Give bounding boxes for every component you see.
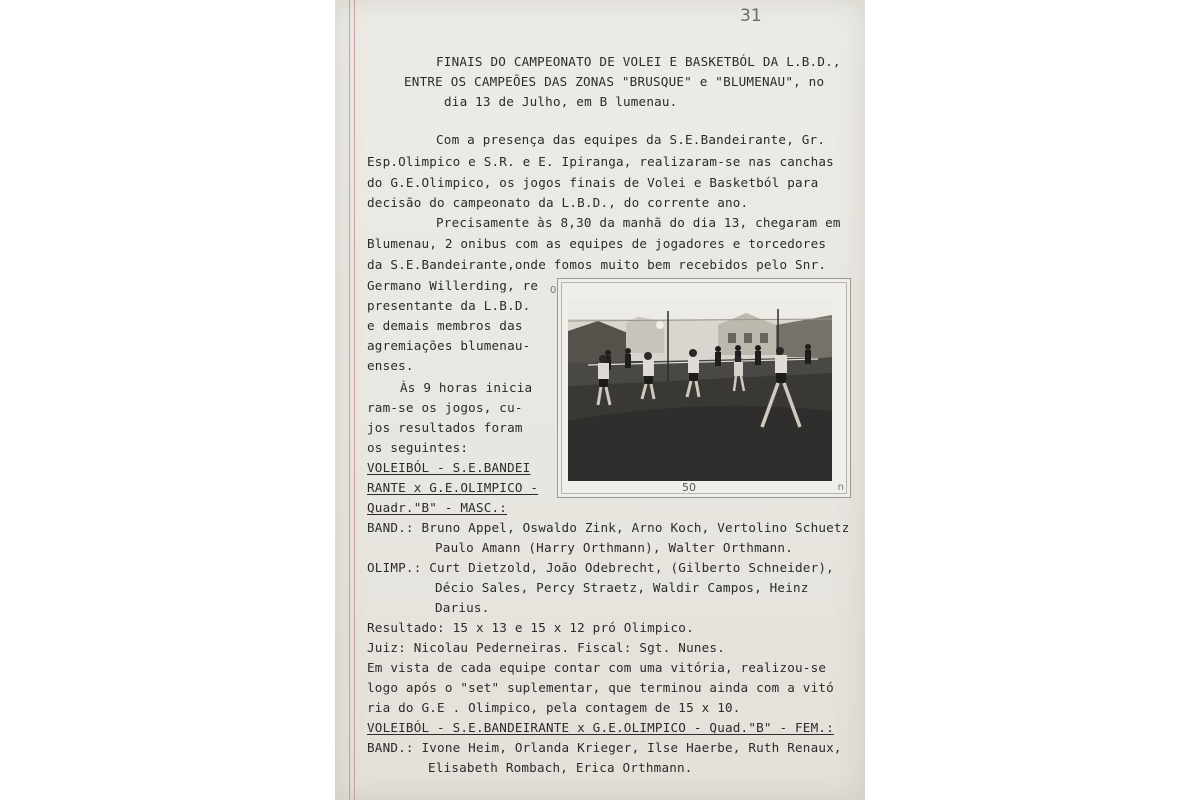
result-line: Elisabeth Rombach, Erica Orthmann. (428, 760, 693, 775)
section-heading: VOLEIBÓL - S.E.BANDEIRANTE x G.E.OLIMPICO - Quad."B" - FEM.: (367, 720, 834, 735)
photo-number: 50 (682, 481, 696, 494)
result-line: ria do G.E . Olimpico, pela contagem de 15 x 10. (367, 700, 741, 715)
section-heading: VOLEIBÓL - S.E.BANDEI (367, 460, 531, 475)
paragraph-line: os seguintes: (367, 440, 469, 455)
section-heading: Quadr."B" - MASC.: (367, 500, 508, 515)
result-line: Darius. (435, 600, 490, 615)
result-line: Paulo Amann (Harry Orthmann), Walter Orthmann. (435, 540, 793, 555)
paragraph-line: Esp.Olimpico e S.R. e E. Ipiranga, realizaram-se nas canchas (367, 154, 834, 169)
title-line-1: FINAIS DO CAMPEONATO DE VOLEI E BASKETBÓL DA L.B.D., (436, 54, 841, 69)
paragraph-line: agremiações blumenau- (367, 338, 531, 353)
paragraph-line: jos resultados foram (367, 420, 523, 435)
paragraph-line: decisão do campeonato da L.B.D., do corrente ano. (367, 195, 749, 210)
margin-line (349, 0, 350, 800)
title-line-3: dia 13 de Julho, em B lumenau. (444, 94, 678, 109)
paragraph-line: ram-se os jogos, cu- (367, 400, 523, 415)
result-line: Décio Sales, Percy Straetz, Waldir Campos, Heinz (435, 580, 809, 595)
result-line: Juiz: Nicolau Pederneiras. Fiscal: Sgt. Nunes. (367, 640, 725, 655)
photo-frame (550, 278, 851, 498)
paragraph-line: presentante da L.B.D. (367, 298, 531, 313)
title-line-2: ENTRE OS CAMPEÕES DAS ZONAS "BRUSQUE" e "BLUMENAU", no (404, 74, 825, 89)
paragraph-line: Precisamente às 8,30 da manhã do dia 13, chegaram em (436, 215, 841, 230)
paragraph-line: da S.E.Bandeirante,onde fomos muito bem recebidos pelo Snr. (367, 257, 827, 272)
result-line: OLIMP.: Curt Dietzold, João Odebrecht, (Gilberto Schneider), (367, 560, 834, 575)
result-line: logo após o "set" suplementar, que terminou ainda com a vitó (367, 680, 834, 695)
result-line: BAND.: Bruno Appel, Oswaldo Zink, Arno Koch, Vertolino Schuetz (367, 520, 850, 535)
paragraph-line: Germano Willerding, re (367, 278, 539, 293)
paragraph-line: do G.E.Olimpico, os jogos finais de Volei e Basketból para (367, 175, 819, 190)
paragraph-line: enses. (367, 358, 414, 373)
page-number: 31 (740, 6, 762, 26)
result-line: Resultado: 15 x 13 e 15 x 12 pró Olimpico. (367, 620, 694, 635)
corner-mark: 0 (550, 285, 557, 296)
corner-mark: n (837, 482, 844, 493)
result-line: Em vista de cada equipe contar com uma vitória, realizou-se (367, 660, 827, 675)
result-line: BAND.: Ivone Heim, Orlanda Krieger, Ilse Haerbe, Ruth Renaux, (367, 740, 842, 755)
volleyball-photo-image (568, 301, 832, 481)
paragraph-line: Às 9 horas inicia (400, 380, 533, 395)
volleyball-photo (568, 301, 832, 481)
document-page (335, 0, 865, 800)
paragraph-line: Blumenau, 2 onibus com as equipes de jogadores e torcedores (367, 236, 827, 251)
section-heading: RANTE x G.E.OLIMPICO - (367, 480, 539, 495)
paragraph-line: e demais membros das (367, 318, 523, 333)
margin-line (354, 0, 355, 800)
paragraph-line: Com a presença das equipes da S.E.Bandeirante, Gr. (436, 132, 826, 147)
